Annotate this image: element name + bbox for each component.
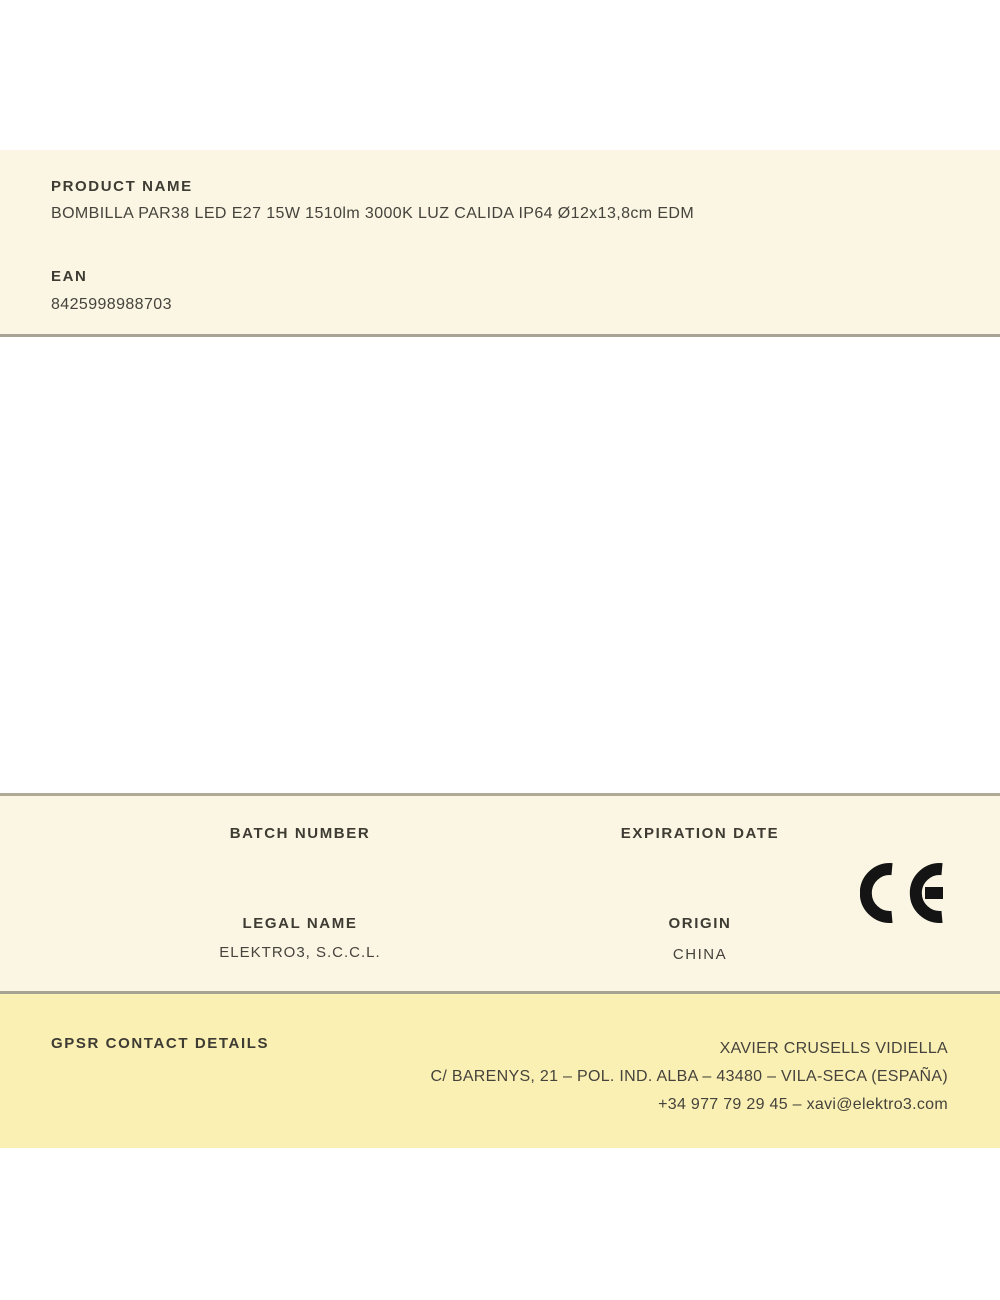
gpsr-contact-details-label: GPSR CONTACT DETAILS [51, 1035, 270, 1052]
batch-number-label: BATCH NUMBER [229, 825, 371, 842]
ean-label: EAN [51, 268, 88, 285]
product-info-section [0, 150, 1000, 337]
batch-column-left [100, 796, 500, 991]
gpsr-contact-name: XAVIER CRUSELLS VIDIELLA [719, 1040, 948, 1057]
origin-value: CHINA [672, 946, 728, 963]
ce-mark-icon [860, 862, 944, 924]
gpsr-contact-phone-email: +34 977 79 29 45 – xavi@elektro3.com [658, 1096, 948, 1113]
gpsr-contact-block [431, 1035, 949, 1119]
batch-info-section [0, 793, 1000, 994]
legal-name-value: ELEKTRO3, S.C.C.L. [219, 944, 381, 961]
legal-name-label: LEGAL NAME [242, 915, 358, 932]
ean-value: 8425998988703 [51, 296, 172, 313]
batch-column-right [500, 796, 900, 991]
origin-label: ORIGIN [668, 915, 732, 932]
gpsr-contact-address: C/ BARENYS, 21 – POL. IND. ALBA – 43480 – VILA-SECA (ESPAÑA) [430, 1068, 948, 1085]
product-name-value: BOMBILLA PAR38 LED E27 15W 1510lm 3000K LUZ CALIDA IP64 Ø12x13,8cm EDM [51, 205, 695, 222]
product-name-label: PRODUCT NAME [51, 178, 193, 195]
gpsr-section [0, 994, 1000, 1148]
expiration-date-label: EXPIRATION DATE [620, 825, 780, 842]
